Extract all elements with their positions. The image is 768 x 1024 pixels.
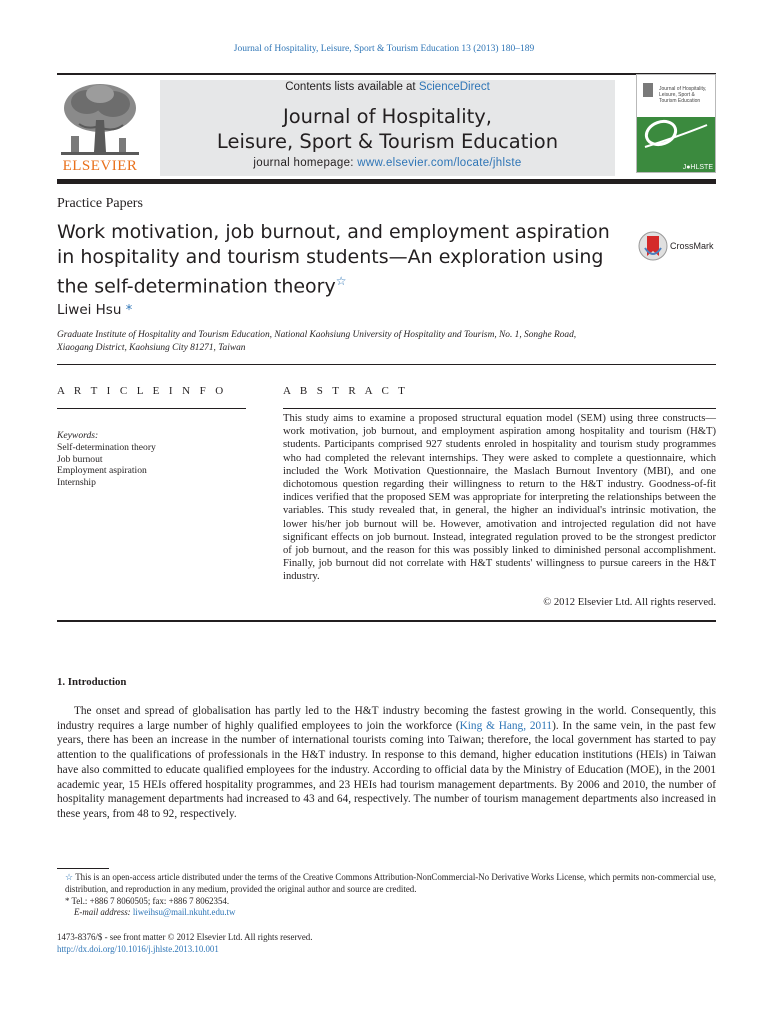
article-title-line3: the self-determination theory: [57, 275, 336, 298]
homepage-prefix: journal homepage:: [253, 157, 358, 169]
keyword-item: Employment aspiration: [57, 465, 147, 477]
journal-title: [160, 104, 615, 154]
elsevier-logo: [57, 80, 143, 175]
abstract-text: This study aims to examine a proposed structural equation model (SEM) using three constructs—work motivation, job burnout, and employment aspiration among hospitality and tourism (H&T) students. Participants comprised 927 students enroled in hospitality and tourism study programmes who had completed the relevant internships. They were asked to complete a questionnaire, which included the Work Motivation Questionnaire, the Maslach Burnout Inventory (MBI), and one dichotomous question regarding their willingness to return to the H&T industry. Goodness-of-fit indices verified that the proposed SEM was appropriate for interpreting the relationships between the variables. This study revealed that, in general, the higher an individual's intrinsic motivation, the lower his/her job burnout will be. However, amotivation and introjected regulation did not have significant effects on job burnout. Instead, integrated regulation proved to be the strongest predictor of job burnout, and the reason for this was possibly linked to diminished personal accomplishment. Finally, job burnout did not correlate with H&T students' willingness to pursue careers in the H&T industry.: [283, 413, 716, 583]
author-footnote-mark[interactable]: *: [125, 303, 133, 318]
author-line: [57, 302, 132, 318]
contents-prefix: Contents lists available at: [285, 81, 419, 93]
affiliation-line1: Graduate Institute of Hospitality and Tourism Education, National Kaohsiung University of Hospitality and Tourism, No. 1, Songhe Road,: [57, 330, 577, 340]
journal-cover[interactable]: [636, 74, 716, 173]
issn-line: 1473-8376/$ - see front matter © 2012 Elsevier Ltd. All rights reserved.: [57, 932, 313, 942]
homepage-line: [160, 157, 615, 169]
keywords-label: Keywords:: [57, 430, 99, 441]
journal-title-line2: Leisure, Sport & Tourism Education: [216, 130, 559, 153]
keyword-item: Self-determination theory: [57, 441, 156, 453]
abstract-rule: [283, 408, 716, 409]
elsevier-tree-icon: [57, 80, 143, 158]
journal-title-line1: Journal of Hospitality,: [283, 105, 492, 128]
cover-title-line1: Journal of Hospitality,: [659, 86, 707, 92]
section-type: Practice Papers: [57, 196, 143, 211]
abstract-heading: A B S T R A C T: [283, 385, 409, 397]
footnote-tel-text: Tel.: +886 7 8060505; fax: +886 7 8062354.: [71, 895, 230, 906]
intro-text-part1: The onset and spread of globalisation has partly led to the H&T industry becoming the fastest growing in the world. Consequently, this industry requires a large number of highly qualified employees to join the workforce (: [57, 705, 716, 732]
cover-title: [659, 86, 715, 104]
intro-text-part2: ). In the same vein, in the past few years, there has been an increase in the number of international tourists coming into Taiwan; therefore, the local government has started to pay attention to the qualifications of professionals in the H&T industry. In response to this demand, higher education institutions (HEIs) in Taiwan have also committed to educate qualified employees for the industry. According to official data by the Ministry of Education (MOE), in the 2001 academic year, 15 HEIs offered hospitality programmes, and 23 HEIs had tourism management departments. By 2006 and 2010, the number of hospitality management departments had increased to 43 and 64, respectively. The number of tourism management departments also increased in these years, from 48 to 92, respectively.: [57, 719, 716, 820]
introduction-paragraph: [57, 704, 716, 822]
footnote-contact: [57, 896, 716, 908]
cover-green-band: [637, 117, 716, 173]
header-top-rule: [57, 73, 716, 75]
footnote-license: [57, 872, 716, 896]
crossmark-badge[interactable]: [638, 230, 718, 264]
bottom-metadata: [57, 931, 312, 955]
info-top-rule: [57, 364, 716, 365]
footnote-license-text: This is an open-access article distributed under the terms of the Creative Commons Attribution-NonCommercial-No Derivative Works License, which permits non-commercial use, distribution, and reproduction in any medium, provided the original author and source are credited.: [65, 872, 716, 894]
introduction-heading: 1. Introduction: [57, 676, 127, 688]
title-footnote-mark[interactable]: ☆: [335, 274, 347, 288]
header-bottom-rule: [57, 179, 716, 184]
footnote-email: [57, 907, 716, 919]
footnotes: [57, 872, 716, 919]
author-name[interactable]: Liwei Hsu: [57, 302, 122, 318]
citation-link[interactable]: King & Hang, 2011: [459, 719, 553, 732]
journal-banner: [160, 80, 615, 176]
article-title-line2: in hospitality and tourism students—An exploration using: [57, 245, 604, 268]
footnote-rule: [57, 868, 109, 869]
keywords-block: [57, 430, 156, 489]
article-info-rule: [57, 408, 246, 409]
abstract-bottom-rule: [57, 620, 716, 622]
cover-logo-icon: [643, 83, 653, 97]
homepage-link[interactable]: www.elsevier.com/locate/jhlste: [357, 157, 522, 169]
crossmark-label: CrossMark: [670, 241, 714, 251]
contents-line: [160, 81, 615, 93]
article-title-line1: Work motivation, job burnout, and employment aspiration: [57, 221, 610, 243]
footnote-asterisk: *: [65, 895, 70, 906]
cover-abbreviation: J●HLSTE: [682, 164, 713, 171]
copyright-notice: © 2012 Elsevier Ltd. All rights reserved.: [543, 597, 716, 608]
cover-title-line3: Tourism Education: [659, 98, 701, 104]
crossmark-icon: [638, 230, 668, 262]
keyword-item: Job burnout: [57, 453, 103, 465]
sciencedirect-link[interactable]: ScienceDirect: [418, 81, 490, 93]
email-label: E-mail address:: [74, 907, 133, 918]
author-affiliation: [57, 329, 716, 354]
article-info-heading: A R T I C L E I N F O: [57, 385, 227, 397]
affiliation-line2: Xiaogang District, Kaohsiung City 81271, Taiwan: [57, 342, 246, 353]
keyword-item: Internship: [57, 477, 96, 489]
publisher-name: ELSEVIER: [62, 158, 138, 174]
journal-reference[interactable]: Journal of Hospitality, Leisure, Sport & Tourism Education 13 (2013) 180–189: [233, 44, 535, 54]
doi-link[interactable]: http://dx.doi.org/10.1016/j.jhlste.2013.10.001: [57, 944, 219, 954]
email-link[interactable]: liweihsu@mail.nkuht.edu.tw: [132, 907, 236, 918]
footnote-star-mark: ☆: [65, 872, 74, 882]
cover-title-line2: Leisure, Sport &: [659, 92, 695, 98]
article-title: [57, 220, 617, 299]
